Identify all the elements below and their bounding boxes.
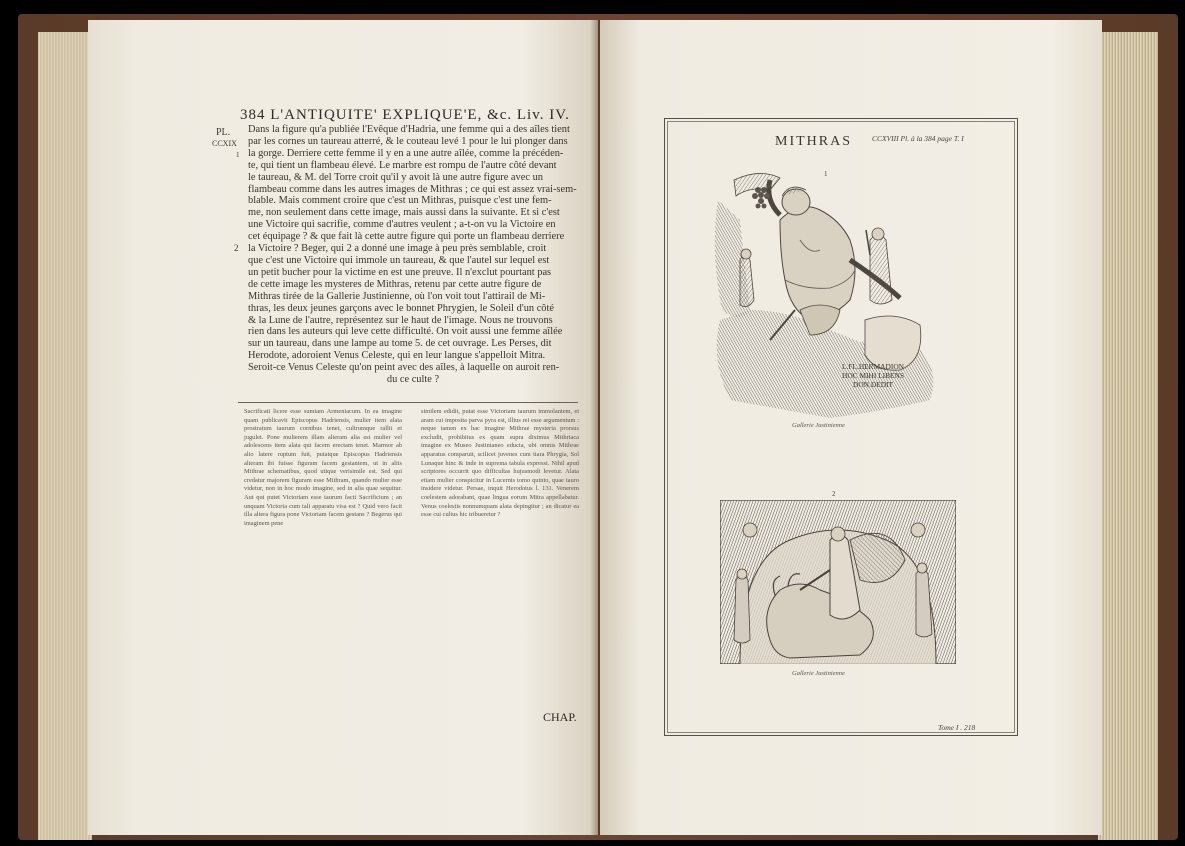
left-page [88, 20, 598, 835]
open-book [18, 14, 1178, 840]
body-text [248, 124, 578, 386]
winged-victory-bull-relief [720, 500, 956, 664]
figure-number-2: 2 [832, 490, 836, 498]
plate-footer: Tome I . 218 [938, 723, 976, 732]
inscription-line: L.FL.HERMADION [842, 362, 904, 371]
body-line: rien dans les auteurs qui leve cette difficulté. On voit aussi une femme aîlée [248, 326, 563, 338]
body-line: la Victoire ? Beger, qui 2 a donné une image à peu près semblable, croit [248, 243, 547, 255]
footnote-column-right: similem edidit, putat esse Victoriam taurum immolantem, et aram cui imposita parva pyra est, illius rei esse argumentum : neque tamen ex hac imagine Mithrae mysteria prorsus excludit, prohibitus ex quam supra diximus Mithriaca imagine ex Museo Justinianeo educta, ubi omnis Mithrae apparatus comparuit, scilicet juvenes cum tiara Phrygia, Sol Lunaque hinc & inde in suprema tabula expressi. Nihil apud scriptores occurrit quo difficultas hujusmodi levetur. Alata etiam mulier conspicitur in Lucernis tomo quinto, quae tauro insidere videtur. Persae, inquit Herodotus l. 131. Venerem coelestem adorabant, quae lingua eorum Mitra appellabatur. Venus coelestis nonnumquam alata depingitur ; an dicatur ea esse cui cultus hic tribueretur ? [421, 408, 579, 519]
body-line: une Victoire qui sacrifie, comme d'autres veulent ; a-t-on vu la Victoire en [248, 219, 556, 231]
body-line: par les cornes un taureau atterré, & le couteau levé 1 pour le lui plonger dans [248, 135, 568, 147]
page-edges-right [1098, 32, 1158, 840]
inscription-line: DON.DEDIT [852, 380, 894, 389]
body-line: cet équipage ? & que fait là cette autre figure qui porte un flambeau derriere [248, 231, 565, 243]
footnote-rule [238, 402, 578, 403]
body-line: blable. Mais comment croire que c'est un Mithras, puisque c'est une fem- [248, 195, 552, 207]
body-line: que c'est une Victoire qui immole un taureau, & que l'autel sur lequel est [248, 254, 550, 266]
catchword: CHAP. [543, 710, 577, 724]
running-head: 384 L'ANTIQUITE' EXPLIQUE'E, &c. Liv. IV. [240, 107, 570, 123]
body-line: sur un taureau, dans une lampe au tome 5. de cet ouvrage. Les Perses, dit [248, 338, 552, 350]
plate-reference: CCXVIII Pl. à la 384 page T. I [872, 134, 964, 143]
body-line: flambeau comme dans les autres images de Mithras ; ce qui est assez vrai-sem- [248, 183, 577, 195]
body-line: Seroit-ce Venus Celeste qu'on peint avec des aîles, à laquelle on auroit ren- [248, 362, 560, 374]
margin-note-2: 2 [234, 243, 239, 253]
body-line: un petit bucher pour la victime en est une preuve. Il n'exclut pourtant pas [248, 266, 552, 278]
body-line: du ce culte ? [386, 374, 440, 386]
figure-caption-2: Gallerie Justinienne [792, 670, 845, 677]
right-page [600, 20, 1102, 835]
body-line: thras, les deux jeunes garçons avec le bonnet Phrygien, le Soleil d'un côté [248, 302, 555, 314]
body-line: me, non seulement dans cette image, mais aussi dans la suivante. Et si c'est [248, 207, 560, 219]
plate-title: MITHRAS [775, 134, 853, 149]
margin-pl: PL. [216, 127, 231, 138]
body-line: de cette image les mysteres de Mithras, retenu par cette autre figure de [248, 278, 542, 290]
margin-note-1: 1 [236, 151, 240, 159]
body-line: la gorge. Derriere cette femme il y en a une autre aîlée, comme la précéden- [248, 147, 564, 159]
margin-plate-number: CCXIX [212, 139, 237, 148]
inscription-line: HOC MIHI LIBENS [842, 371, 904, 380]
body-line: le taureau, & M. del Torre croit qu'il y avoit là une autre figure avec un [248, 171, 543, 183]
body-line: & la Lune de l'autre, représentez sur le haut de l'image. Nous ne trouvons [248, 314, 553, 326]
figure-caption-1: Gallerie Justinienne [792, 422, 845, 429]
figure-number-1: 1 [824, 170, 828, 178]
body-line: Dans la figure qu'a publiée l'Evêque d'Hadria, une femme qui a des aîles tient [248, 124, 570, 135]
page-edges-left [38, 32, 92, 840]
body-line: Mithras tirée de la Gallerie Justinienne, où l'on voit tout l'attirail de Mi- [248, 290, 546, 302]
body-line: Herodote, adoroient Venus Celeste, qui en leur langue s'appelloit Mitra. [248, 350, 546, 362]
mithras-statue-engraving [710, 160, 960, 420]
statue-inscription [842, 362, 904, 389]
body-line: te, qui tient un flambeau élevé. Le marbre est rompu de l'autre côté devant [248, 159, 557, 171]
footnote-column-left: Sacrificati licere esse sumtam Armeniacum. In ea imagine quam publicavit Episcopus Hadriensis, mulier item alata prostratum taurum cornibus tenet, cultrumque rallit et jugulet. Pone mulierem illam alteram alia est mulier vel adolescens item alata qui facem erectam tenet. Marmor ab alio latere ruptum fuit, putatque Episcopus Hadriensis alteram ibi fuisse figuram facem gestantem, ut in aliis Mithrae schematibus, quod utique verisimile est. Sed qui credatur majorem figuram esse Mithram, quando mulier esse videtur, non in hoc modo imagine, sed in alia quae sequitur. Aut qui putet Victoriam esse taurum facit Sacrificium ; an unquam Victoria cum tali apparatu visa est ? Quid vero facit illa altera figura pone Victoriam facem gestans ? Begerus qui imaginem pene [244, 408, 402, 527]
